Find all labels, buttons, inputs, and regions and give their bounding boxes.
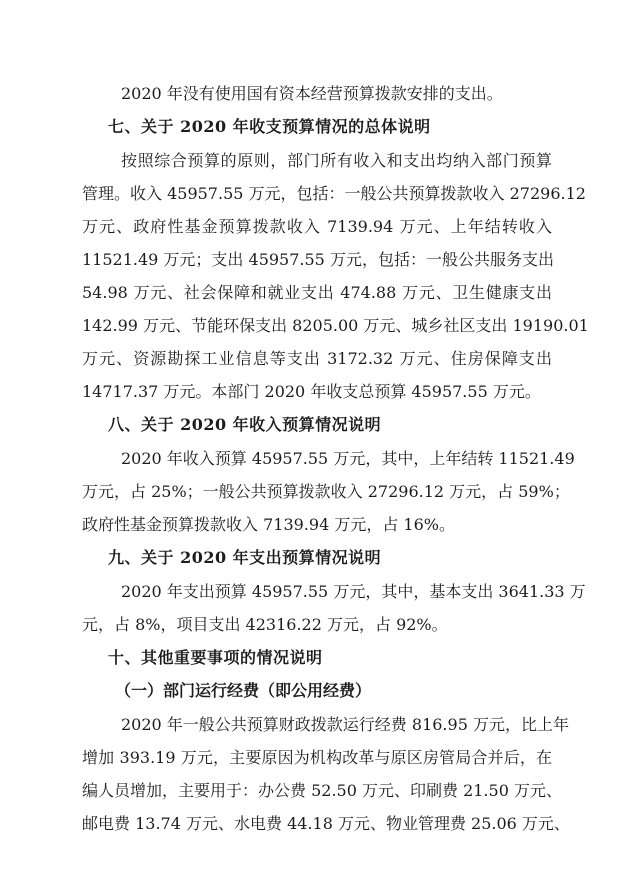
- paragraph-line: 邮电费 13.74 万元、水电费 44.18 万元、物业管理费 25.06 万元、: [82, 814, 570, 833]
- subsection-heading: （一）部门运行经费（即公用经费）: [115, 681, 372, 700]
- paragraph-line: 管理。收入 45957.55 万元，包括：一般公共预算拨款收入 27296.12: [82, 184, 586, 203]
- paragraph-line: 增加 393.19 万元，主要原因为机构改革与原区房管局合并后，在: [82, 748, 552, 767]
- paragraph-line: 万元，占 25%；一般公共预算拨款收入 27296.12 万元，占 59%；: [82, 482, 570, 501]
- paragraph-line: 2020 年一般公共预算财政拨款运行经费 816.95 万元，比上年: [121, 715, 569, 734]
- paragraph-line: 编人员增加，主要用于：办公费 52.50 万元、印刷费 21.50 万元、: [82, 781, 562, 800]
- paragraph-line: 按照综合预算的原则，部门所有收入和支出均纳入部门预算: [121, 151, 552, 170]
- paragraph-line: 万元、资源勘探工业信息等支出 3172.32 万元、住房保障支出: [82, 349, 552, 368]
- paragraph-line: 2020 年支出预算 45957.55 万元，其中，基本支出 3641.33 万: [121, 582, 586, 601]
- section-heading-7: 七、关于 2020 年收支预算情况的总体说明: [108, 117, 431, 136]
- paragraph-line: 元，占 8%，项目支出 42316.22 万元，占 92%。: [82, 615, 448, 634]
- paragraph-line: 11521.49 万元；支出 45957.55 万元，包括：一般公共服务支出: [82, 250, 554, 269]
- paragraph-line: 14717.37 万元。本部门 2020 年收支总预算 45957.55 万元。: [82, 382, 541, 401]
- section-heading-9: 九、关于 2020 年支出预算情况说明: [108, 548, 382, 567]
- paragraph-line: 2020 年没有使用国有资本经营预算拨款安排的支出。: [121, 84, 503, 103]
- paragraph-line: 2020 年收入预算 45957.55 万元，其中，上年结转 11521.49: [121, 449, 575, 468]
- section-heading-8: 八、关于 2020 年收入预算情况说明: [108, 415, 382, 434]
- paragraph-line: 142.99 万元、节能环保支出 8205.00 万元、城乡社区支出 19190.01: [82, 316, 589, 335]
- section-heading-10: 十、其他重要事项的情况说明: [108, 648, 323, 667]
- paragraph-line: 54.98 万元、社会保障和就业支出 474.88 万元、卫生健康支出: [82, 283, 552, 302]
- paragraph-line: 万元、政府性基金预算拨款收入 7139.94 万元、上年结转收入: [82, 217, 552, 236]
- paragraph-line: 政府性基金预算拨款收入 7139.94 万元，占 16%。: [82, 515, 455, 534]
